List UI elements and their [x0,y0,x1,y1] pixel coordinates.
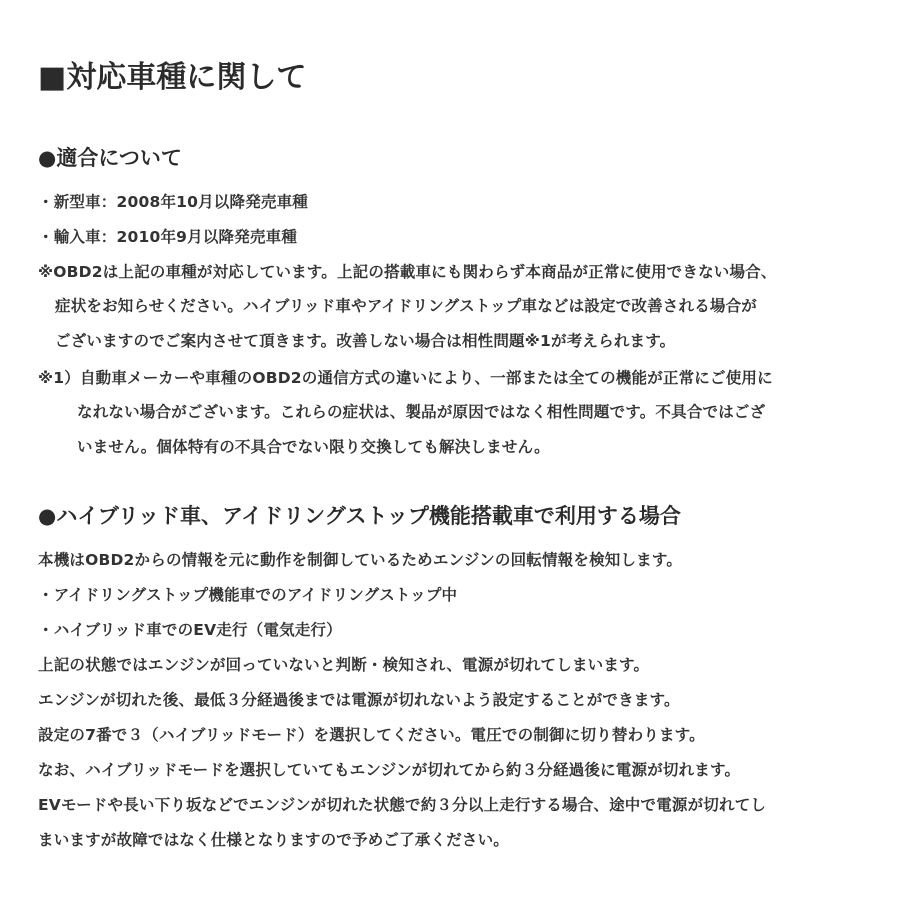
compat-note-line-3: ございますのでご案内させて頂きます。改善しない場合は相性問題※1が考えられます。 [55,332,676,350]
hybrid-line-4: 上記の状態ではエンジンが回っていないと判断・検知され、電源が切れてしまいます。 [38,656,650,674]
hybrid-line-9: まいますが故障ではなく仕様となりますので予めご了承ください。 [38,831,510,849]
page-title: ■対応車種に関して [38,60,307,95]
section-heading-hybrid: ●ハイブリッド車、アイドリングストップ機能搭載車で利用する場合 [38,504,681,528]
hybrid-line-2: ・アイドリングストップ機能車でのアイドリングストップ中 [38,586,458,604]
hybrid-line-6: 設定の7番で３（ハイブリッドモード）を選択してください。電圧での制御に切り替わります。 [38,726,705,744]
footnote-1-line-3: いません。個体特有の不具合でない限り交換しても解決しません。 [77,438,550,456]
compat-line-imported-car: ・輸入車：2010年9月以降発売車種 [38,228,298,246]
hybrid-line-3: ・ハイブリッド車でのEV走行（電気走行） [38,621,342,639]
footnote-1-line-2: なれない場合がございます。これらの症状は、製品が原因ではなく相性問題です。不具合ではござ [77,403,766,421]
section-heading-compatibility: ●適合について [38,146,182,170]
compat-note-line-2: 症状をお知らせください。ハイブリッド車やアイドリングストップ車などは設定で改善される場合が [55,297,758,315]
hybrid-line-8: EVモードや長い下り坂などでエンジンが切れた状態で約３分以上走行する場合、途中で電源が切れてし [38,796,767,814]
compat-note-line-1: ※OBD2は上記の車種が対応しています。上記の搭載車にも関わらず本商品が正常に使用できない場合、 [38,263,777,281]
hybrid-line-7: なお、ハイブリッドモードを選択していてもエンジンが切れてから約３分経過後に電源が切れます。 [38,761,741,779]
footnote-1-line-1: ※1）自動車メーカーや車種のOBD2の通信方式の違いにより、一部または全ての機能が正常にご使用に [38,369,773,387]
compat-line-new-car: ・新型車：2008年10月以降発売車種 [38,193,309,211]
hybrid-line-1: 本機はOBD2からの情報を元に動作を制御しているためエンジンの回転情報を検知します。 [38,551,683,569]
hybrid-line-5: エンジンが切れた後、最低３分経過後までは電源が切れないよう設定することができます。 [38,691,680,709]
